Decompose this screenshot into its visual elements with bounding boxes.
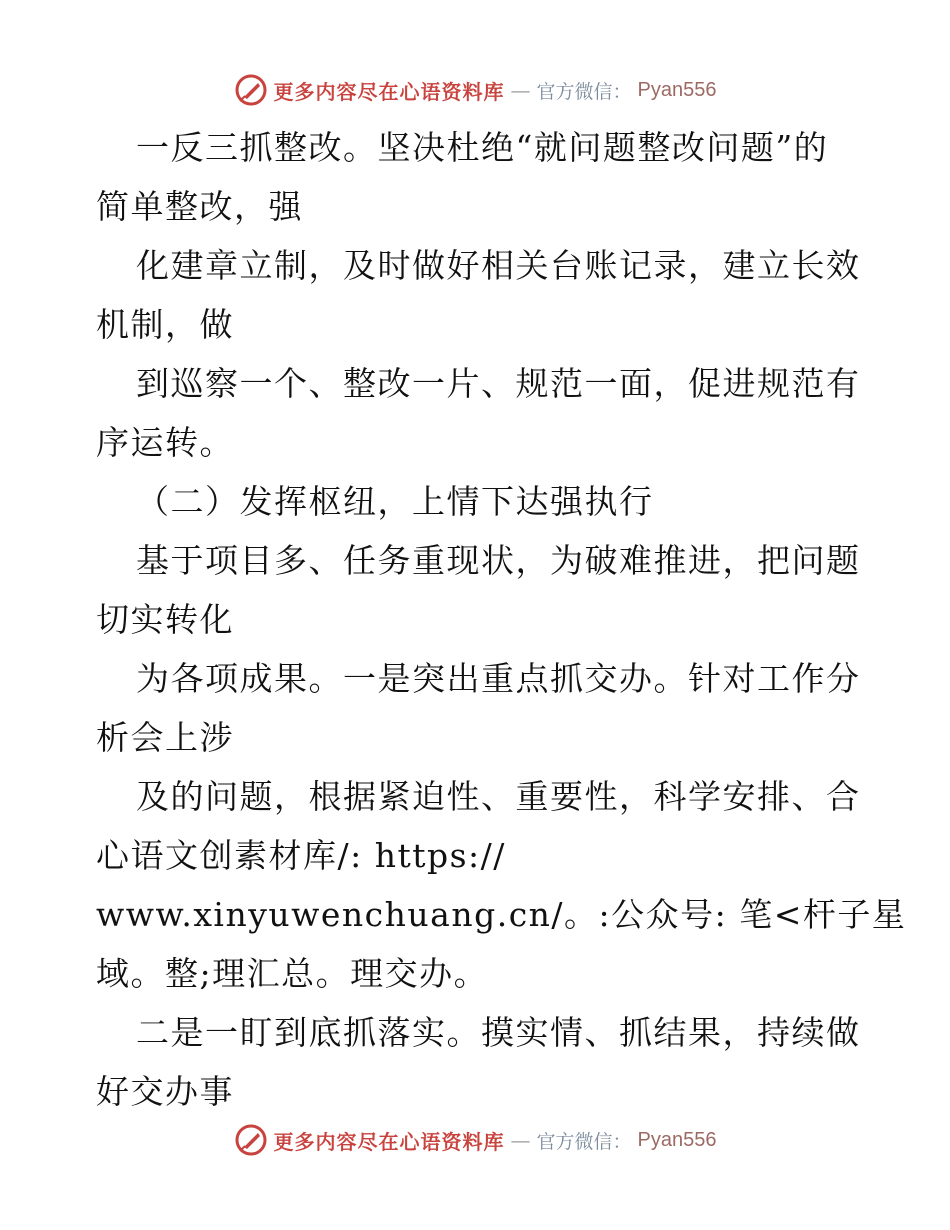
watermark-line: www.xinyuwenchuang.cn/。:公众号: 笔<杆子星 [96,895,907,934]
quill-logo-icon [234,1123,268,1157]
body-line: 域。整;理汇总。理交办。 [96,954,489,993]
header-banner-separator: — [510,78,531,102]
body-line: 机制，做 [96,305,234,344]
footer-watermark-banner [0,1120,950,1160]
header-wechat-label: 官方微信： [536,80,632,103]
body-line: 好交办事 [96,1072,234,1111]
header-banner-text: 更多内容尽在心语资料库 [273,79,505,104]
watermark-line: 心语文创素材库/: https:// [96,836,506,875]
footer-wechat-id: Pyan556 [637,1128,717,1151]
body-line: 析会上涉 [96,718,234,757]
footer-banner-separator: — [510,1128,531,1152]
body-line: 及的问题，根据紧迫性、重要性，科学安排、合 [136,777,861,816]
body-line: 简单整改，强 [96,187,303,226]
header-wechat-id: Pyan556 [637,78,717,101]
header-watermark-banner [0,70,950,110]
body-line: 基于项目多、任务重现状，为破难推进，把问题 [136,541,861,580]
document-body [96,118,907,1121]
body-line: 二是一盯到底抓落实。摸实情、抓结果，持续做 [136,1013,861,1052]
quill-logo-icon [234,73,268,107]
body-line: 一反三抓整改。坚决杜绝“就问题整改问题”的 [136,128,829,167]
footer-banner-text: 更多内容尽在心语资料库 [273,1129,505,1154]
body-line: 序运转。 [96,423,234,462]
body-line: 切实转化 [96,600,234,639]
body-line: 为各项成果。一是突出重点抓交办。针对工作分 [136,659,861,698]
section-heading: （二）发挥枢纽，上情下达强执行 [136,482,654,521]
footer-wechat-label: 官方微信： [536,1130,632,1153]
body-line: 化建章立制，及时做好相关台账记录，建立长效 [136,246,861,285]
body-line: 到巡察一个、整改一片、规范一面，促进规范有 [136,364,861,403]
